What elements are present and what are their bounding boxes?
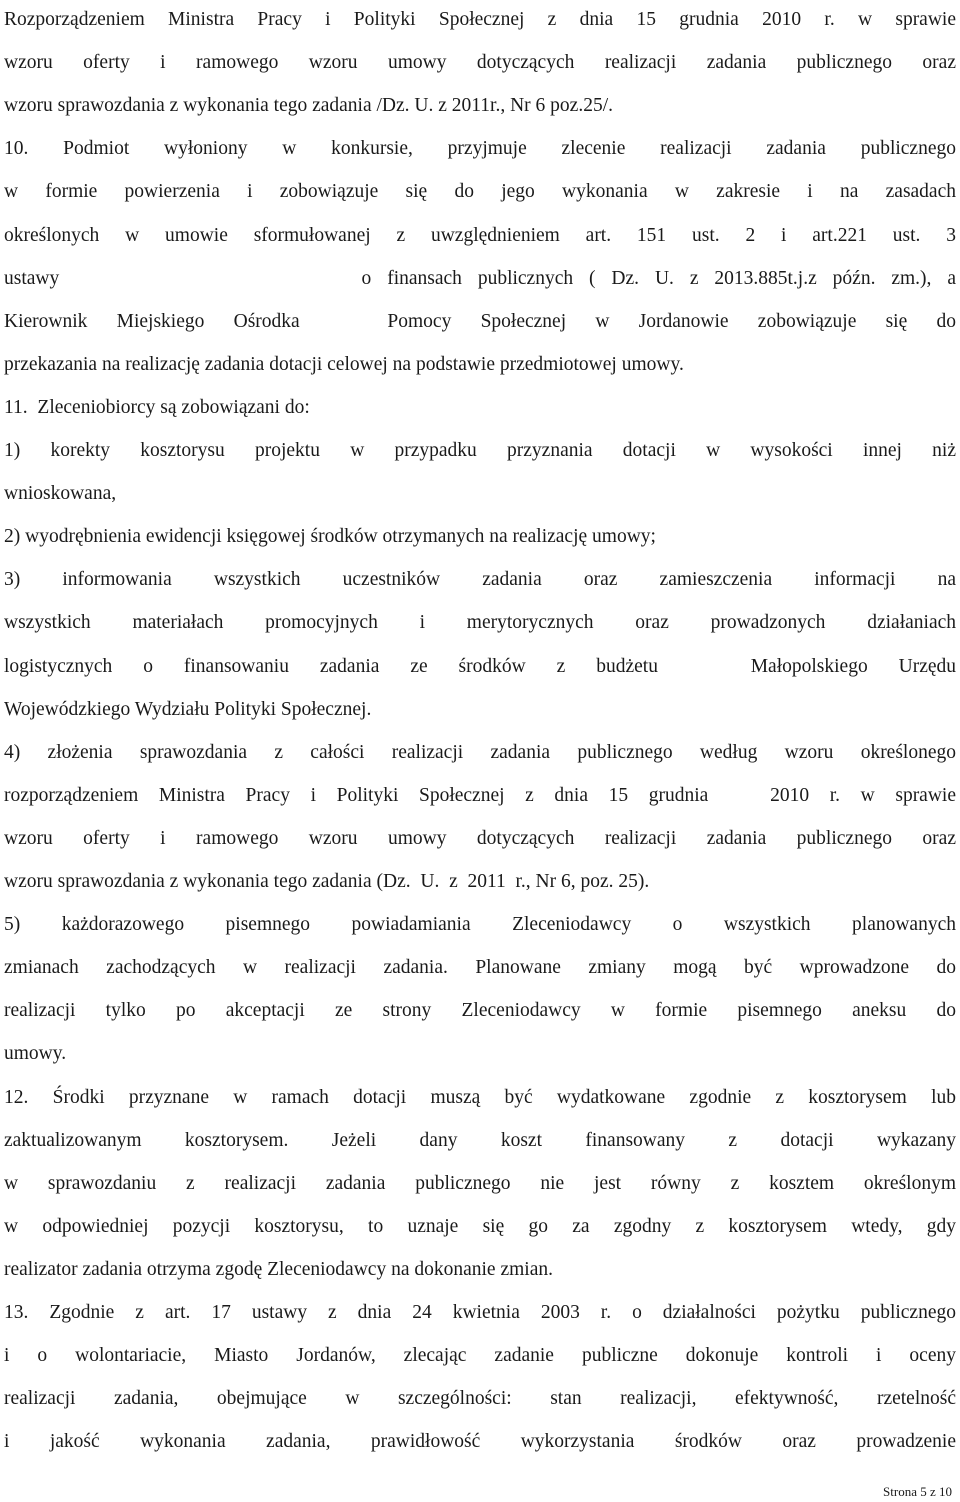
text-line: 4) złożenia sprawozdania z całości realizacji zadania publicznego według wzoru określonego: [4, 741, 956, 763]
text-line: w sprawozdaniu z realizacji zadania publicznego nie jest równy z kosztem określonym: [4, 1172, 956, 1194]
text-line: rozporządzeniem Ministra Pracy i Polityki Społecznej z dnia 15 grudnia 2010 r. w sprawie: [4, 784, 956, 806]
text-line: wzoru sprawozdania z wykonania tego zadania (Dz. U. z 2011 r., Nr 6, poz. 25).: [4, 871, 650, 892]
text-line: 3) informowania wszystkich uczestników zadania oraz zamieszczenia informacji na: [4, 569, 956, 591]
text-line: logistycznych o finansowaniu zadania ze środków z budżetu Małopolskiego Urzędu: [4, 655, 956, 677]
text-line: i o wolontariacie, Miasto Jordanów, zlecając zadanie publiczne dokonuje kontroli i oceny: [4, 1345, 956, 1367]
text-line: 5) każdorazowego pisemnego powiadamiania Zleceniodawcy o wszystkich planowanych: [4, 914, 956, 936]
text-line: realizacji tylko po akceptacji ze strony Zleceniodawcy w formie pisemnego aneksu do: [4, 1000, 956, 1022]
text-line: ustawy o finansach publicznych ( Dz. U. z 2013.885t.j.z późn. zm.), a: [4, 267, 956, 289]
text-line: 2) wyodrębnienia ewidencji księgowej środków otrzymanych na realizację umowy;: [4, 526, 656, 548]
text-line: zaktualizowanym kosztorysem. Jeżeli dany koszt finansowany z dotacji wykazany: [4, 1129, 956, 1151]
text-line: 11. Zleceniobiorcy są zobowiązani do:: [4, 396, 310, 418]
text-line: Kierownik Miejskiego Ośrodka Pomocy Społecznej w Jordanowie zobowiązuje się do: [4, 310, 956, 332]
text-line: realizator zadania otrzyma zgodę Zleceniodawcy na dokonanie zmian.: [4, 1258, 553, 1280]
text-line: wszystkich materiałach promocyjnych i merytorycznych oraz prowadzonych działaniach: [4, 612, 956, 634]
text-line: 12. Środki przyznane w ramach dotacji muszą być wydatkowane zgodnie z kosztorysem lub: [4, 1086, 956, 1108]
text-line: określonych w umowie sformułowanej z uwzględnieniem art. 151 ust. 2 i art.221 ust. 3: [4, 224, 956, 246]
text-line: umowy.: [4, 1043, 67, 1065]
text-line: Rozporządzeniem Ministra Pracy i Polityki Społecznej z dnia 15 grudnia 2010 r. w sprawie: [4, 9, 956, 30]
text-line: wzoru oferty i ramowego wzoru umowy dotyczących realizacji zadania publicznego oraz: [4, 827, 956, 849]
text-line: wzoru sprawozdania z wykonania tego zadania /Dz. U. z 2011r., Nr 6 poz.25/.: [4, 95, 613, 117]
text-line: w formie powierzenia i zobowiązuje się do jego wykonania w zakresie i na zasadach: [4, 181, 956, 203]
text-line: wzoru oferty i ramowego wzoru umowy dotyczących realizacji zadania publicznego oraz: [4, 52, 956, 74]
text-line: 13. Zgodnie z art. 17 ustawy z dnia 24 kwietnia 2003 r. o działalności pożytku publicznego: [4, 1302, 956, 1323]
text-line: 1) korekty kosztorysu projektu w przypadku przyznania dotacji w wysokości innej niż: [4, 440, 956, 461]
text-line: 10. Podmiot wyłoniony w konkursie, przyjmuje zlecenie realizacji zadania publicznego: [4, 138, 956, 160]
text-line: przekazania na realizację zadania dotacji celowej na podstawie przedmiotowej umowy.: [4, 353, 684, 375]
text-line: realizacji zadania, obejmujące w szczególności: stan realizacji, efektywność, rzetelność: [4, 1388, 956, 1410]
text-line: Wojewódzkiego Wydziału Polityki Społecznej.: [4, 698, 372, 720]
text-line: wnioskowana,: [4, 483, 117, 505]
text-line: zmianach zachodzących w realizacji zadania. Planowane zmiany mogą być wprowadzone do: [4, 957, 956, 979]
text-line: w odpowiedniej pozycji kosztorysu, to uznaje się go za zgodny z kosztorysem wtedy, gdy: [4, 1215, 956, 1237]
text-line: i jakość wykonania zadania, prawidłowość wykorzystania środków oraz prowadzenie: [4, 1431, 956, 1453]
page-number: Strona 5 z 10: [883, 1484, 952, 1499]
